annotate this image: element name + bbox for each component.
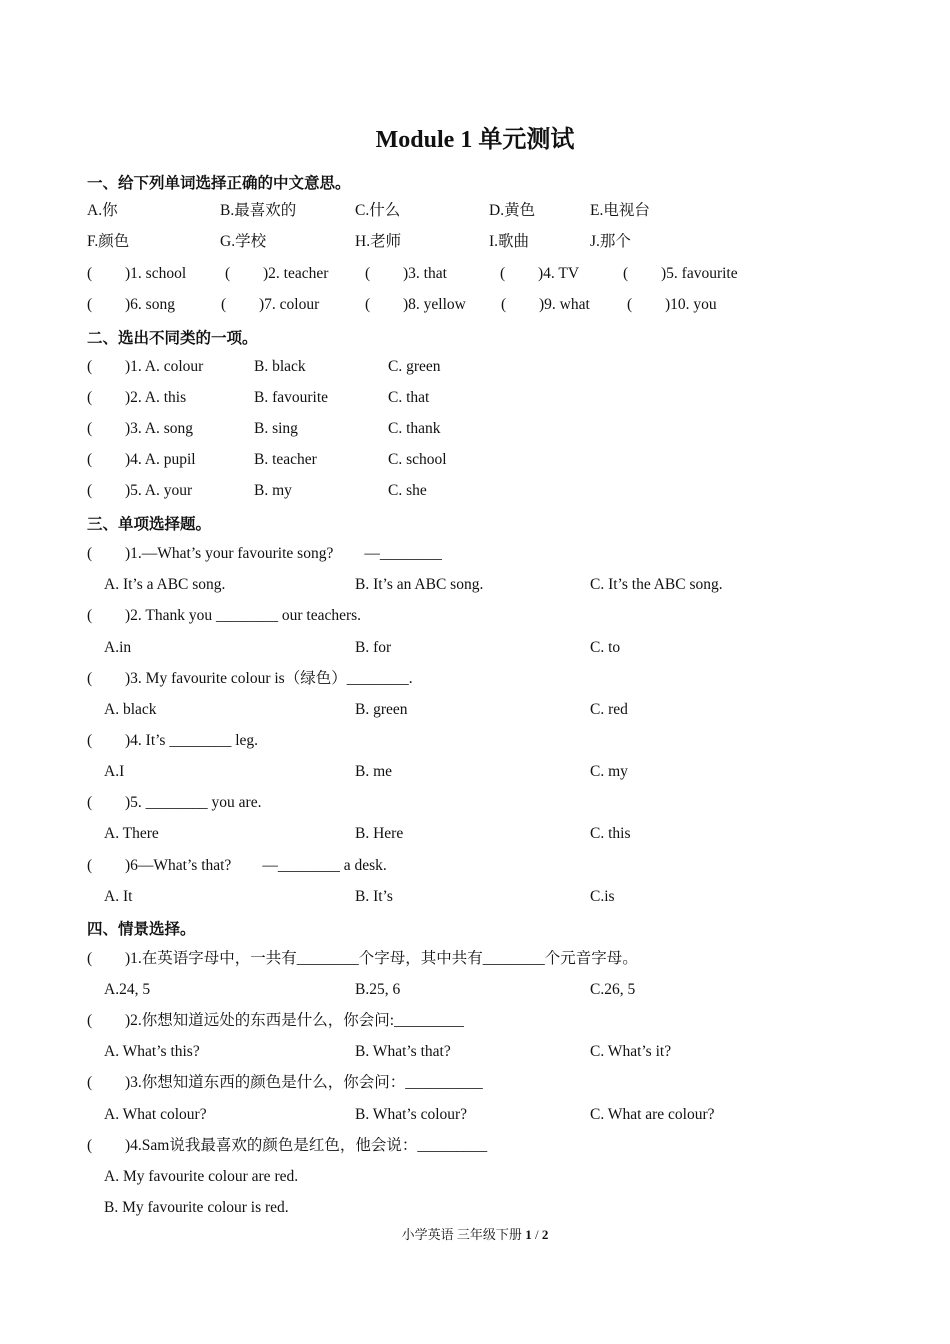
choice-a[interactable]: A.24, 5	[104, 981, 151, 998]
choice-a[interactable]: A. black	[104, 701, 157, 718]
choice-b[interactable]: B. It’s	[355, 888, 393, 905]
answer-row	[0, 699, 950, 721]
choice-c: C. she	[388, 482, 427, 499]
option: B.最喜欢的	[220, 202, 297, 219]
answer-row	[0, 886, 950, 908]
choice-c: C. green	[388, 358, 441, 375]
options-row-1	[0, 200, 950, 222]
choice-b[interactable]: B.25, 6	[355, 981, 401, 998]
choice-b[interactable]: B. It’s an ABC song.	[355, 576, 484, 593]
choice-c: C. that	[388, 389, 430, 406]
question-row: ( )5. ________ you are.	[87, 794, 262, 811]
page-title: Module 1 单元测试	[375, 127, 575, 153]
choice-c[interactable]: C. What’s it?	[590, 1043, 672, 1060]
section-1-heading: 一、给下列单词选择正确的中文意思。	[87, 174, 351, 192]
option: J.那个	[590, 233, 631, 250]
section-3-heading: 三、单项选择题。	[87, 515, 212, 533]
choice-a[interactable]: A. My favourite colour are red.	[104, 1168, 299, 1185]
choice-a[interactable]: A.in	[104, 639, 132, 656]
odd-one-out-item: ( )1. A. colour B. black C. green	[0, 356, 950, 378]
answer-row	[0, 574, 950, 596]
match-items-row-2: ( )6. song ( )7. colour ( )8. yellow ( )9. what ( )10. you	[87, 296, 717, 313]
options-row-2	[0, 231, 950, 253]
answer-row	[0, 761, 950, 783]
question-row: ( )1.—What’s your favourite song? —________	[87, 545, 442, 562]
question-row: ( )1.在英语字母中，一共有________个字母，其中共有________个元音字母。	[87, 950, 638, 967]
choice-c[interactable]: C.26, 5	[590, 981, 636, 998]
choice-b: B. black	[254, 358, 306, 375]
section-4-heading: 四、情景选择。	[87, 920, 196, 938]
answer-row	[0, 637, 950, 659]
choice-a[interactable]: A. There	[104, 825, 159, 842]
option: F.颜色	[87, 233, 130, 250]
choice-a[interactable]: A. It	[104, 888, 133, 905]
choice-b: B. my	[254, 482, 292, 499]
option: A.你	[87, 202, 118, 219]
choice-c[interactable]: C. my	[590, 763, 628, 780]
question-row: ( )4. It’s ________ leg.	[87, 732, 259, 749]
choice-a[interactable]: A.I	[104, 763, 125, 780]
choice-c: C. school	[388, 451, 447, 468]
choice-b[interactable]: B. green	[355, 701, 408, 718]
answer-row	[0, 823, 950, 845]
odd-one-out-item: ( )2. A. this B. favourite C. that	[0, 387, 950, 409]
choice-b: B. teacher	[254, 451, 317, 468]
option: D.黄色	[489, 202, 536, 219]
question-row: ( )2. Thank you ________ our teachers.	[87, 607, 362, 624]
odd-one-out-item: ( )4. A. pupil B. teacher C. school	[0, 449, 950, 471]
answer-row	[0, 1104, 950, 1126]
choice-a[interactable]: A. It’s a ABC song.	[104, 576, 226, 593]
choice-b: B. favourite	[254, 389, 329, 406]
question-row: ( )6—What’s that? —________ a desk.	[87, 857, 387, 874]
question-row: ( )2.你想知道远处的东西是什么，你会问:_________	[87, 1012, 464, 1029]
question-row: ( )3.你想知道东西的颜色是什么，你会问：__________	[87, 1074, 483, 1091]
choice-c: C. thank	[388, 420, 441, 437]
choice-a[interactable]: A. What’s this?	[104, 1043, 200, 1060]
question-row: ( )4.Sam说我最喜欢的颜色是红色，他会说：_________	[87, 1137, 488, 1154]
question-row: ( )3. My favourite colour is（绿色）________.	[87, 670, 413, 687]
choice-b[interactable]: B. Here	[355, 825, 404, 842]
page-footer	[0, 1224, 950, 1243]
choice-b[interactable]: B. for	[355, 639, 392, 656]
match-items-row-1: ( )1. school ( )2. teacher ( )3. that ( )4. TV ( )5. favourite	[87, 265, 738, 282]
answer-row	[0, 1041, 950, 1063]
option: C.什么	[355, 202, 401, 219]
option: H.老师	[355, 233, 402, 250]
answer-row	[0, 1197, 950, 1219]
option: E.电视台	[590, 202, 650, 219]
section-2-heading: 二、选出不同类的一项。	[87, 329, 258, 347]
choice-c[interactable]: C. It’s the ABC song.	[590, 576, 723, 593]
option: I.歌曲	[489, 233, 530, 250]
choice-c[interactable]: C. red	[590, 701, 628, 718]
option: G.学校	[220, 233, 267, 250]
choice-a[interactable]: A. What colour?	[104, 1106, 207, 1123]
choice-c[interactable]: C.is	[590, 888, 615, 905]
choice-b[interactable]: B. me	[355, 763, 393, 780]
choice-c[interactable]: C. this	[590, 825, 631, 842]
odd-one-out-item: ( )5. A. your B. my C. she	[0, 480, 950, 502]
answer-row	[0, 979, 950, 1001]
page-number: 1	[525, 1227, 532, 1242]
choice-c[interactable]: C. to	[590, 639, 621, 656]
odd-one-out-item: ( )3. A. song B. sing C. thank	[0, 418, 950, 440]
page-separator: /	[531, 1227, 542, 1242]
choice-b: B. sing	[254, 420, 298, 437]
choice-b[interactable]: B. What’s colour?	[355, 1106, 468, 1123]
footer-label: 小学英语 三年级下册	[401, 1227, 522, 1242]
choice-b[interactable]: B. What’s that?	[355, 1043, 451, 1060]
choice-b[interactable]: B. My favourite colour is red.	[104, 1199, 289, 1216]
answer-row	[0, 1166, 950, 1188]
page-total: 2	[541, 1227, 549, 1242]
choice-c[interactable]: C. What are colour?	[590, 1106, 715, 1123]
